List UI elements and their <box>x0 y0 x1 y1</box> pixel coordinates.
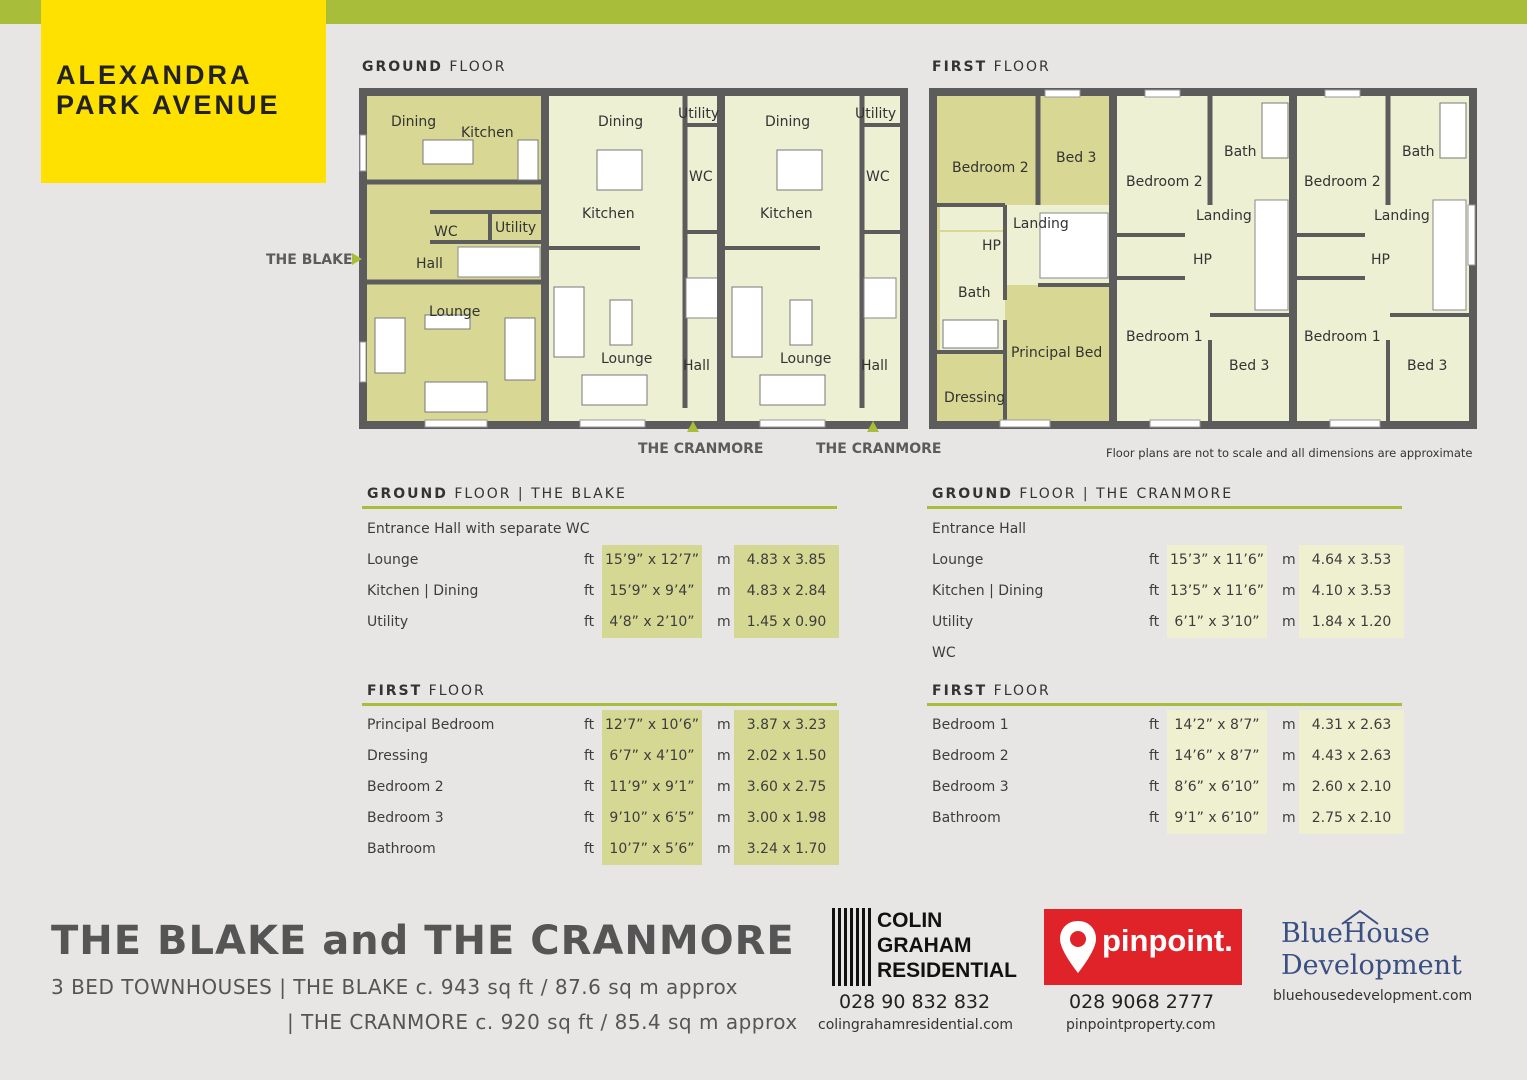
table-heading: FIRST FLOOR <box>367 683 486 699</box>
cranmore-entry-label-1: THE CRANMORE <box>638 441 764 457</box>
room-label: Bedroom 1 <box>1304 329 1381 345</box>
room-label: Utility <box>495 220 537 236</box>
table-row: Utility ft 4’8” x 2’10” m 1.45 x 0.90 <box>362 607 837 638</box>
table-row: Entrance Hall with separate WC <box>367 521 590 537</box>
room-label: Bedroom 2 <box>952 160 1029 176</box>
room-label: Bed 3 <box>1229 358 1270 374</box>
pinpoint-logo <box>1044 909 1242 985</box>
table-row: Dressing ft 6’7” x 4’10” m 2.02 x 1.50 <box>362 741 837 772</box>
room-label: Dining <box>598 114 644 130</box>
bluehouse-line-2: Development <box>1281 950 1462 981</box>
room-label: HP <box>982 238 1001 254</box>
table-heading: GROUND FLOOR | THE BLAKE <box>367 486 627 502</box>
scale-note: Floor plans are not to scale and all dimensions are approximate <box>1106 446 1473 460</box>
bluehouse-website: bluehousedevelopment.com <box>1273 988 1473 1004</box>
table-row: Bedroom 2 ft 11’9” x 9’1” m 3.60 x 2.75 <box>362 772 837 803</box>
ground-floor-label: GROUND FLOOR <box>362 59 507 75</box>
table-row: Bedroom 1 ft 14’2” x 8’7” m 4.31 x 2.63 <box>927 710 1402 741</box>
room-label: Bed 3 <box>1056 150 1097 166</box>
room-label: Hall <box>683 358 710 374</box>
subtitle-cranmore: | THE CRANMORE c. 920 sq ft / 85.4 sq m approx <box>287 1010 798 1034</box>
room-label: Kitchen <box>461 125 514 141</box>
room-label: Bedroom 2 <box>1126 174 1203 190</box>
table-row: Lounge ft 15’9” x 12’7” m 4.83 x 3.85 <box>362 545 837 576</box>
brand-line-2: PARK AVENUE <box>56 90 281 120</box>
room-label: Landing <box>1013 216 1069 232</box>
cranmore-entry-label-2: THE CRANMORE <box>816 441 942 457</box>
table-cranmore-ground <box>927 484 1402 669</box>
room-label: Kitchen <box>582 206 635 222</box>
first-floor-label: FIRST FLOOR <box>932 59 1051 75</box>
table-row: Utility ft 6’1” x 3’10” m 1.84 x 1.20 <box>927 607 1402 638</box>
ground-plan-cranmore-2 <box>721 92 904 432</box>
table-row: Bedroom 3 ft 8’6” x 6’10” m 2.60 x 2.10 <box>927 772 1402 803</box>
table-row: Bathroom ft 9’1” x 6’10” m 2.75 x 2.10 <box>927 803 1402 834</box>
room-label: HP <box>1193 252 1212 268</box>
room-label: WC <box>866 169 890 185</box>
room-label: Landing <box>1196 208 1252 224</box>
room-label: Principal Bed <box>1011 345 1103 361</box>
room-label: HP <box>1371 252 1390 268</box>
table-row: WC <box>932 645 956 661</box>
page-title: THE BLAKE and THE CRANMORE <box>51 918 795 964</box>
room-label: Dressing <box>944 390 1006 406</box>
barcode-icon <box>830 908 874 986</box>
table-row: Kitchen | Dining ft 15’9” x 9’4” m 4.83 x 2.84 <box>362 576 837 607</box>
ground-plan-blake <box>352 92 545 427</box>
table-rule <box>362 703 837 706</box>
pinpoint-wordmark: pinpoint. <box>1102 923 1233 958</box>
room-label: Bath <box>958 285 991 301</box>
map-pin-icon <box>1058 919 1098 975</box>
first-plan-blake <box>933 90 1113 427</box>
floor-plans <box>0 0 1527 470</box>
room-label: Utility <box>678 106 720 122</box>
room-label: Bath <box>1402 144 1435 160</box>
room-label: Utility <box>855 106 897 122</box>
room-label: Bedroom 2 <box>1304 174 1381 190</box>
room-label: Bedroom 1 <box>1126 329 1203 345</box>
subtitle-blake: 3 BED TOWNHOUSES | THE BLAKE c. 943 sq ft / 87.6 sq m approx <box>51 975 738 999</box>
table-row: Principal Bedroom ft 12’7” x 10’6” m 3.87 x 3.23 <box>362 710 837 741</box>
room-label: Dining <box>765 114 811 130</box>
room-label: Lounge <box>601 351 653 367</box>
table-heading: FIRST FLOOR <box>932 683 1051 699</box>
room-label: Bath <box>1224 144 1257 160</box>
pinpoint-phone: 028 9068 2777 <box>1069 991 1215 1013</box>
colin-graham-logo <box>830 908 1018 986</box>
ground-plan-cranmore-1 <box>545 92 721 432</box>
room-label: Bed 3 <box>1407 358 1448 374</box>
table-rule <box>927 703 1402 706</box>
room-label: Kitchen <box>760 206 813 222</box>
room-label: Landing <box>1374 208 1430 224</box>
table-row: Kitchen | Dining ft 13’5” x 11’6” m 4.10 x 3.53 <box>927 576 1402 607</box>
room-label: WC <box>434 224 458 240</box>
room-label: Lounge <box>780 351 832 367</box>
table-blake-first <box>362 681 837 866</box>
table-row: Bathroom ft 10’7” x 5’6” m 3.24 x 1.70 <box>362 834 837 865</box>
brand-line-1: ALEXANDRA <box>56 60 253 90</box>
colin-graham-website: colingrahamresidential.com <box>818 1017 1014 1033</box>
blake-entry-label: THE BLAKE <box>266 252 353 268</box>
table-cranmore-first <box>927 681 1402 836</box>
pinpoint-website: pinpointproperty.com <box>1066 1017 1216 1033</box>
table-heading: GROUND FLOOR | THE CRANMORE <box>932 486 1234 502</box>
room-label: Hall <box>416 256 443 272</box>
bluehouse-line-1: BlueHouse <box>1281 918 1430 949</box>
table-row: Bedroom 2 ft 14’6” x 8’7” m 4.43 x 2.63 <box>927 741 1402 772</box>
table-rule <box>927 506 1402 509</box>
room-label: WC <box>689 169 713 185</box>
table-row: Entrance Hall <box>932 521 1027 537</box>
table-row: Bedroom 3 ft 9’10” x 6’5” m 3.00 x 1.98 <box>362 803 837 834</box>
colin-graham-wordmark: COLIN GRAHAM RESIDENTIAL <box>877 909 1018 982</box>
colin-graham-phone: 028 90 832 832 <box>839 991 991 1013</box>
room-label: Dining <box>391 114 437 130</box>
room-label: Lounge <box>429 304 481 320</box>
table-rule <box>362 506 837 509</box>
table-row: Lounge ft 15’3” x 11’6” m 4.64 x 3.53 <box>927 545 1402 576</box>
room-label: Hall <box>861 358 888 374</box>
table-blake-ground <box>362 484 837 644</box>
